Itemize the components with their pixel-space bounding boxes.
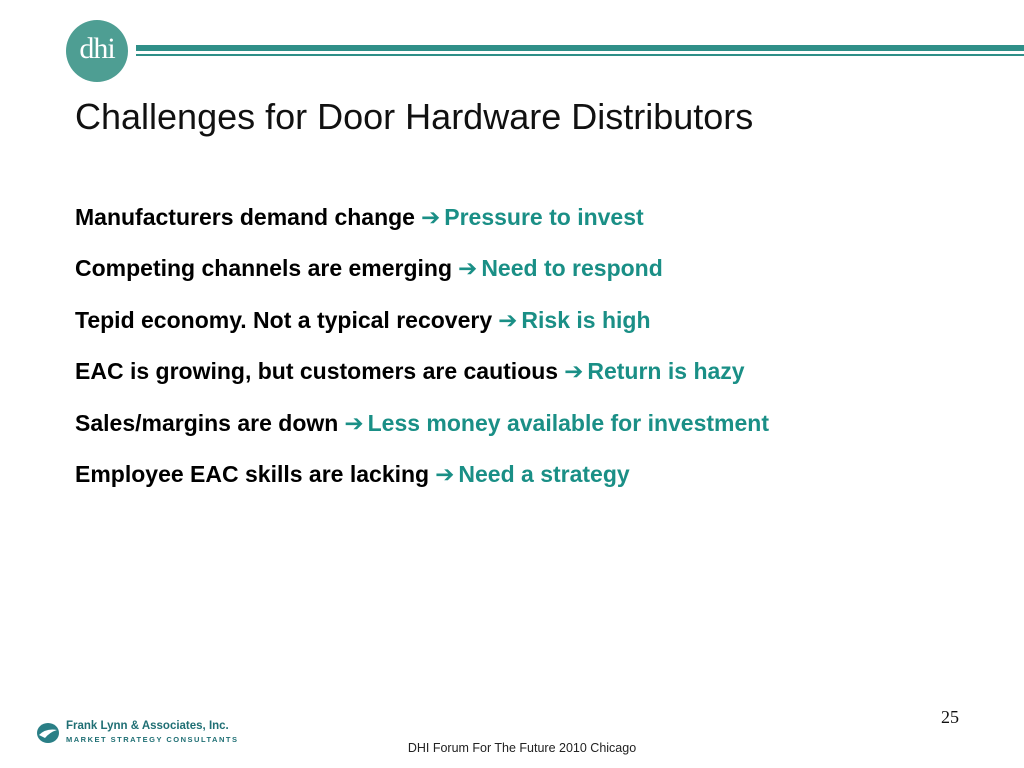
company-tagline: MARKET STRATEGY CONSULTANTS [66,735,239,744]
challenge-item [75,408,769,459]
slide-title: Challenges for Door Hardware Distributors [75,96,754,137]
dhi-logo [66,20,128,82]
header-rule-thick [136,45,1024,51]
arrow-right-icon: ➔ [458,256,478,283]
arrow-right-icon: ➔ [435,461,455,488]
arrow-right-icon: ➔ [564,359,584,386]
challenge-result: Need a strategy [458,460,630,487]
footer-event: DHI Forum For The Future 2010 Chicago [407,741,637,755]
header-rule-thin [136,54,1024,56]
challenge-statement: EAC is growing, but customers are cautious [75,358,559,385]
challenge-result: Need to respond [481,255,663,282]
challenge-statement: Employee EAC skills are lacking [75,460,430,487]
challenge-item [75,459,769,510]
dhi-logo-text: dhi [79,32,115,65]
challenge-result: Risk is high [521,306,651,333]
arrow-right-icon: ➔ [344,410,364,437]
challenge-item [75,253,769,304]
challenge-result: Less money available for investment [367,409,769,436]
arrow-right-icon: ➔ [420,205,441,231]
challenge-statement: Sales/margins are down [75,409,339,436]
company-name: Frank Lynn & Associates, Inc. [66,720,229,732]
challenge-statement: Tepid economy. Not a typical recovery [75,306,493,333]
challenge-list [75,202,769,510]
challenge-result: Return is hazy [587,358,745,385]
challenge-item [75,356,769,407]
challenge-item [75,305,769,356]
page-number: 25 [941,707,959,727]
challenge-item [75,202,769,253]
challenge-statement: Competing channels are emerging [75,255,453,282]
challenge-result: Pressure to invest [444,204,644,230]
challenge-statement: Manufacturers demand change [75,204,415,230]
arrow-right-icon: ➔ [498,307,518,334]
